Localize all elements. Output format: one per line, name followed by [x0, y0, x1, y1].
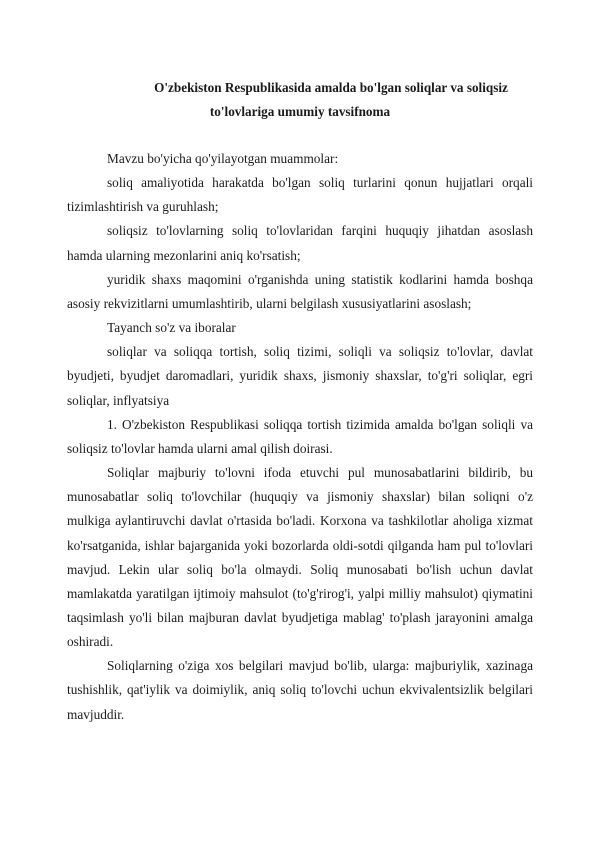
paragraph-taxes-definition: Soliqlar majburiy to'lovni ifoda etuvchi pul munosabatlarini bildirib, bu munosabatlar soliq to'lovchilar (huquqiy va jismoniy shaxslar) bilan soliqni o'z mulkiga aylantiruvchi davlat o'rtasida bo'ladi. Korxona va tashkilotlar aholiga xizmat ko'rsatganida, ishlar bajarganida yoki bozorlarda oldi-sotdi qilganda ham pul to'lovlari mavjud. Lekin ular soliq bo'la olmaydi. Soliq munosabati bo'lish uchun davlat mamlakatda yaratilgan ijtimoiy mahsulot (to'g'rirog'i, yalpi milliy mahsulot) qiymatini taqsimlash yo'li bilan majburan davlat byudjetiga mablag' to'plash jarayonini amalga oshiradi. — [67, 465, 533, 650]
document-title — [60, 76, 540, 124]
title-line-2: to'lovlariga umumiy tavsifnoma — [209, 104, 391, 119]
paragraph-problem-2: soliqsiz to'lovlarning soliq to'lovlaridan farqini huquqiy jihatdan asoslash hamda ularning mezonlarini aniq ko'rsatish; — [67, 223, 533, 263]
paragraph-keywords-heading: Tayanch so'z va iboralar — [107, 320, 236, 336]
paragraph-problem-1: soliq amaliyotida harakatda bo'lgan soliq turlarini qonun hujjatlari orqali tizimlashtirish va guruhlash; — [67, 175, 533, 215]
paragraph-taxes-features: Soliqlarning o'ziga xos belgilari mavjud bo'lib, ularga: majburiylik, xazinaga tushishlik, qat'iylik va doimiylik, aniq soliq to'lovchi uchun ekvivalentsizlik belgilari mavjuddir. — [67, 658, 533, 722]
paragraph-problems-heading: Mavzu bo'yicha qo'yilayotgan muammolar: — [107, 151, 339, 166]
paragraph-section-heading: 1. O'zbekiston Respublikasi soliqqa tortish tizimida amalda bo'lgan soliqli va soliqsiz to'lovlar hamda ularni amal qilish doirasi. — [67, 416, 533, 456]
document-body — [67, 147, 533, 727]
paragraph-problem-3: yuridik shaxs maqomini o'rganishda uning statistik kodlarini hamda boshqa asosiy rekvizitlarni umumlashtirib, ularni belgilash xususiyatlarini asoslash; — [67, 271, 533, 311]
title-line-1: O'zbekiston Respublikasida amalda bo'lgan soliqlar va soliqsiz — [154, 80, 508, 95]
paragraph-keywords: soliqlar va soliqqa tortish, soliq tizimi, soliqli va soliqsiz to'lovlar, davlat byudjeti, byudjet daromadlari, yuridik shaxs, jismoniy shaxslar, to'g'ri soliqlar, egri soliqlar, inflyatsiya — [67, 344, 533, 408]
